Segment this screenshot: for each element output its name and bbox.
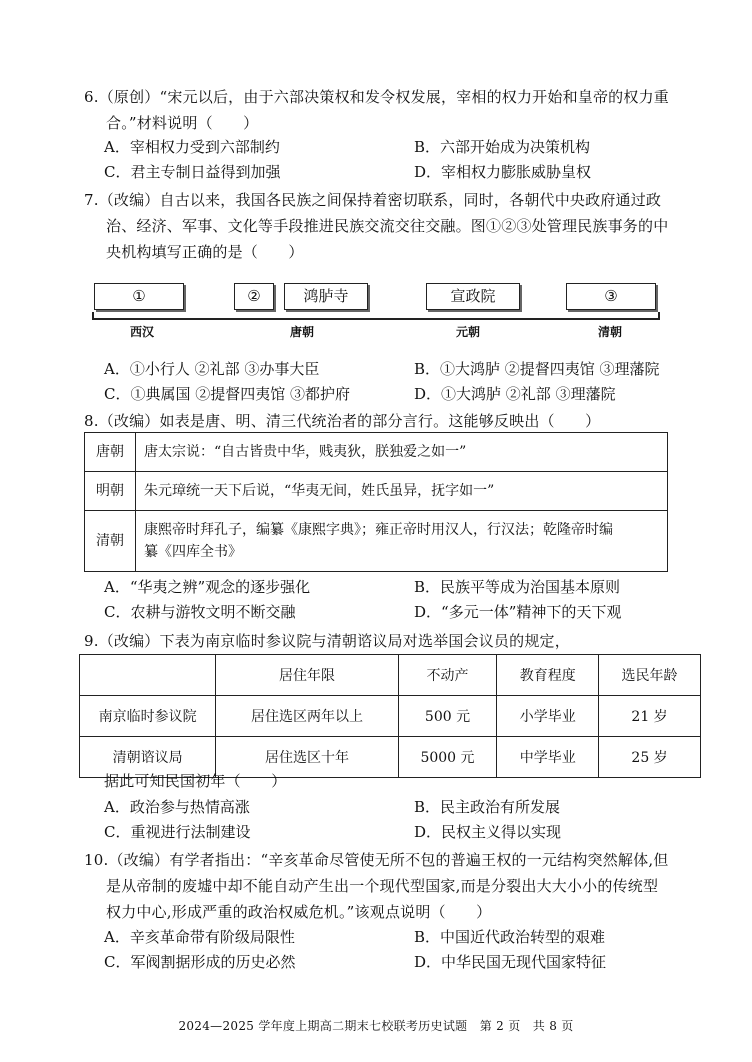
table-header-cell: 居住年限 bbox=[216, 655, 398, 696]
q10-option-d[interactable]: D．中华民国无现代国家特征 bbox=[414, 953, 607, 971]
question-10-options bbox=[104, 925, 684, 975]
q6-line1: 6.（原创）“宋元以后，由于六部决策权和发令权发展，宰相的权力开始和皇帝的权力重 bbox=[84, 88, 669, 106]
timeline-tick bbox=[658, 312, 660, 320]
q6-option-c[interactable]: C．君主专制日益得到加强 bbox=[104, 163, 281, 181]
q10-line1: 10.（改编）有学者指出：“辛亥革命尽管使无所不包的普遍王权的一元结构突然解体,但 bbox=[84, 851, 669, 869]
q9-table bbox=[79, 654, 701, 778]
timeline-box-2: ② bbox=[234, 283, 274, 310]
table-cell: 清朝谘议局 bbox=[80, 737, 216, 778]
table-cell: 朱元璋统一天下后说，“华夷无间，姓氏虽异，抚字如一” bbox=[136, 472, 668, 511]
q8-line1: 8.（改编）如表是唐、明、清三代统治者的部分言行。这能够反映出（ ） bbox=[84, 412, 601, 430]
table-header-cell bbox=[80, 655, 216, 696]
q9-option-d[interactable]: D．民权主义得以实现 bbox=[414, 823, 562, 841]
q9-option-a[interactable]: A．政治参与热情高涨 bbox=[104, 798, 250, 816]
table-row bbox=[85, 433, 668, 472]
timeline-box-3: 鸿胪寺 bbox=[284, 283, 368, 310]
question-6-stem bbox=[84, 84, 674, 136]
q7-option-c[interactable]: C．①典属国 ②提督四夷馆 ③都护府 bbox=[104, 385, 351, 403]
question-9-options bbox=[104, 795, 684, 845]
table-cell: 清朝 bbox=[85, 511, 136, 572]
timeline-label-qing: 清朝 bbox=[597, 325, 623, 339]
table-header-cell: 选民年龄 bbox=[599, 655, 701, 696]
table-cell bbox=[136, 511, 668, 572]
q7-line2: 治、经济、军事、文化等手段推进民族交流交往交融。图①②③处管理民族事务的中 bbox=[106, 217, 669, 235]
table-row bbox=[80, 696, 701, 737]
table-header-cell: 教育程度 bbox=[497, 655, 599, 696]
table-cell: 明朝 bbox=[85, 472, 136, 511]
table-cell: 唐朝 bbox=[85, 433, 136, 472]
q10-option-b[interactable]: B．中国近代政治转型的艰难 bbox=[414, 928, 606, 946]
q9-option-c[interactable]: C．重视进行法制建设 bbox=[104, 823, 251, 841]
q6-option-d[interactable]: D．宰相权力膨胀威胁皇权 bbox=[414, 163, 592, 181]
q8-option-a[interactable]: A．“华夷之辨”观念的逐步强化 bbox=[104, 578, 311, 596]
question-7-stem bbox=[84, 187, 674, 265]
timeline-label-yuan: 元朝 bbox=[455, 325, 481, 339]
table-cell: 25 岁 bbox=[599, 737, 701, 778]
dynasty-timeline bbox=[92, 280, 660, 342]
timeline-box-4: 宣政院 bbox=[426, 283, 520, 310]
q10-line3: 权力中心,形成严重的政治权威危机。”该观点说明（ ） bbox=[106, 903, 492, 921]
table-row bbox=[85, 472, 668, 511]
q6-line2: 合。”材料说明（ ） bbox=[106, 114, 259, 132]
q8-option-b[interactable]: B．民族平等成为治国基本原则 bbox=[414, 578, 621, 596]
q7-option-a[interactable]: A．①小行人 ②礼部 ③办事大臣 bbox=[104, 360, 320, 378]
question-9-stem bbox=[84, 628, 674, 654]
q8-option-d[interactable]: D．“多元一体”精神下的天下观 bbox=[414, 603, 622, 621]
q8-table bbox=[84, 432, 668, 572]
table-header-cell: 不动产 bbox=[398, 655, 497, 696]
timeline-box-5: ③ bbox=[566, 283, 656, 310]
q6-option-b[interactable]: B．六部开始成为决策机构 bbox=[414, 138, 591, 156]
q9-option-b[interactable]: B．民主政治有所发展 bbox=[414, 798, 561, 816]
table-cell: 500 元 bbox=[398, 696, 497, 737]
q7-line1: 7.（改编）自古以来，我国各民族之间保持着密切联系，同时，各朝代中央政府通过政 bbox=[84, 191, 662, 209]
timeline-tick bbox=[92, 312, 94, 320]
table-cell: 小学毕业 bbox=[497, 696, 599, 737]
question-7-options bbox=[104, 357, 684, 407]
question-10-stem bbox=[84, 847, 684, 925]
table-cell: 居住选区十年 bbox=[216, 737, 398, 778]
timeline-box-1: ① bbox=[94, 283, 184, 310]
q9-line1: 9.（改编）下表为南京临时参议院与清朝谘议局对选举国会议员的规定， bbox=[84, 632, 570, 650]
table-cell: 南京临时参议院 bbox=[80, 696, 216, 737]
table-cell: 5000 元 bbox=[398, 737, 497, 778]
table-cell-line: 康熙帝时拜孔子，编纂《康熙字典》；雍正帝时用汉人，行汉法；乾隆帝时编 bbox=[144, 522, 613, 538]
table-cell: 唐太宗说：“自古皆贵中华，贱夷狄，朕独爱之如一” bbox=[136, 433, 668, 472]
table-cell: 中学毕业 bbox=[497, 737, 599, 778]
question-6-options bbox=[104, 135, 684, 185]
question-8-stem bbox=[84, 408, 674, 434]
q10-line2: 是从帝制的废墟中却不能自动产生出一个现代型国家,而是分裂出大大小小的传统型 bbox=[106, 877, 659, 895]
question-9-prompt bbox=[104, 768, 694, 794]
q7-option-b[interactable]: B．①大鸿胪 ②提督四夷馆 ③理藩院 bbox=[414, 360, 660, 378]
q8-option-c[interactable]: C．农耕与游牧文明不断交融 bbox=[104, 603, 296, 621]
q9-line2: 据此可知民国初年（ ） bbox=[104, 772, 287, 790]
table-cell-line: 纂《四库全书》 bbox=[144, 544, 242, 560]
question-8-options bbox=[104, 575, 684, 625]
q10-option-a[interactable]: A．辛亥革命带有阶级局限性 bbox=[104, 928, 295, 946]
table-cell: 居住选区两年以上 bbox=[216, 696, 398, 737]
page-footer: 2024—2025 学年度上期高二期末七校联考历史试题 第 2 页 共 8 页 bbox=[178, 1019, 574, 1033]
table-row bbox=[85, 511, 668, 572]
timeline-label-tang: 唐朝 bbox=[289, 325, 315, 339]
table-header-row bbox=[80, 655, 701, 696]
table-cell: 21 岁 bbox=[599, 696, 701, 737]
timeline-axis bbox=[92, 318, 660, 320]
q10-option-c[interactable]: C．军阀割据形成的历史必然 bbox=[104, 953, 296, 971]
q7-option-d[interactable]: D．①大鸿胪 ②礼部 ③理藩院 bbox=[414, 385, 616, 403]
q7-line3: 央机构填写正确的是（ ） bbox=[106, 243, 304, 261]
q6-option-a[interactable]: A．宰相权力受到六部制约 bbox=[104, 138, 280, 156]
timeline-label-xihan: 西汉 bbox=[129, 325, 155, 339]
